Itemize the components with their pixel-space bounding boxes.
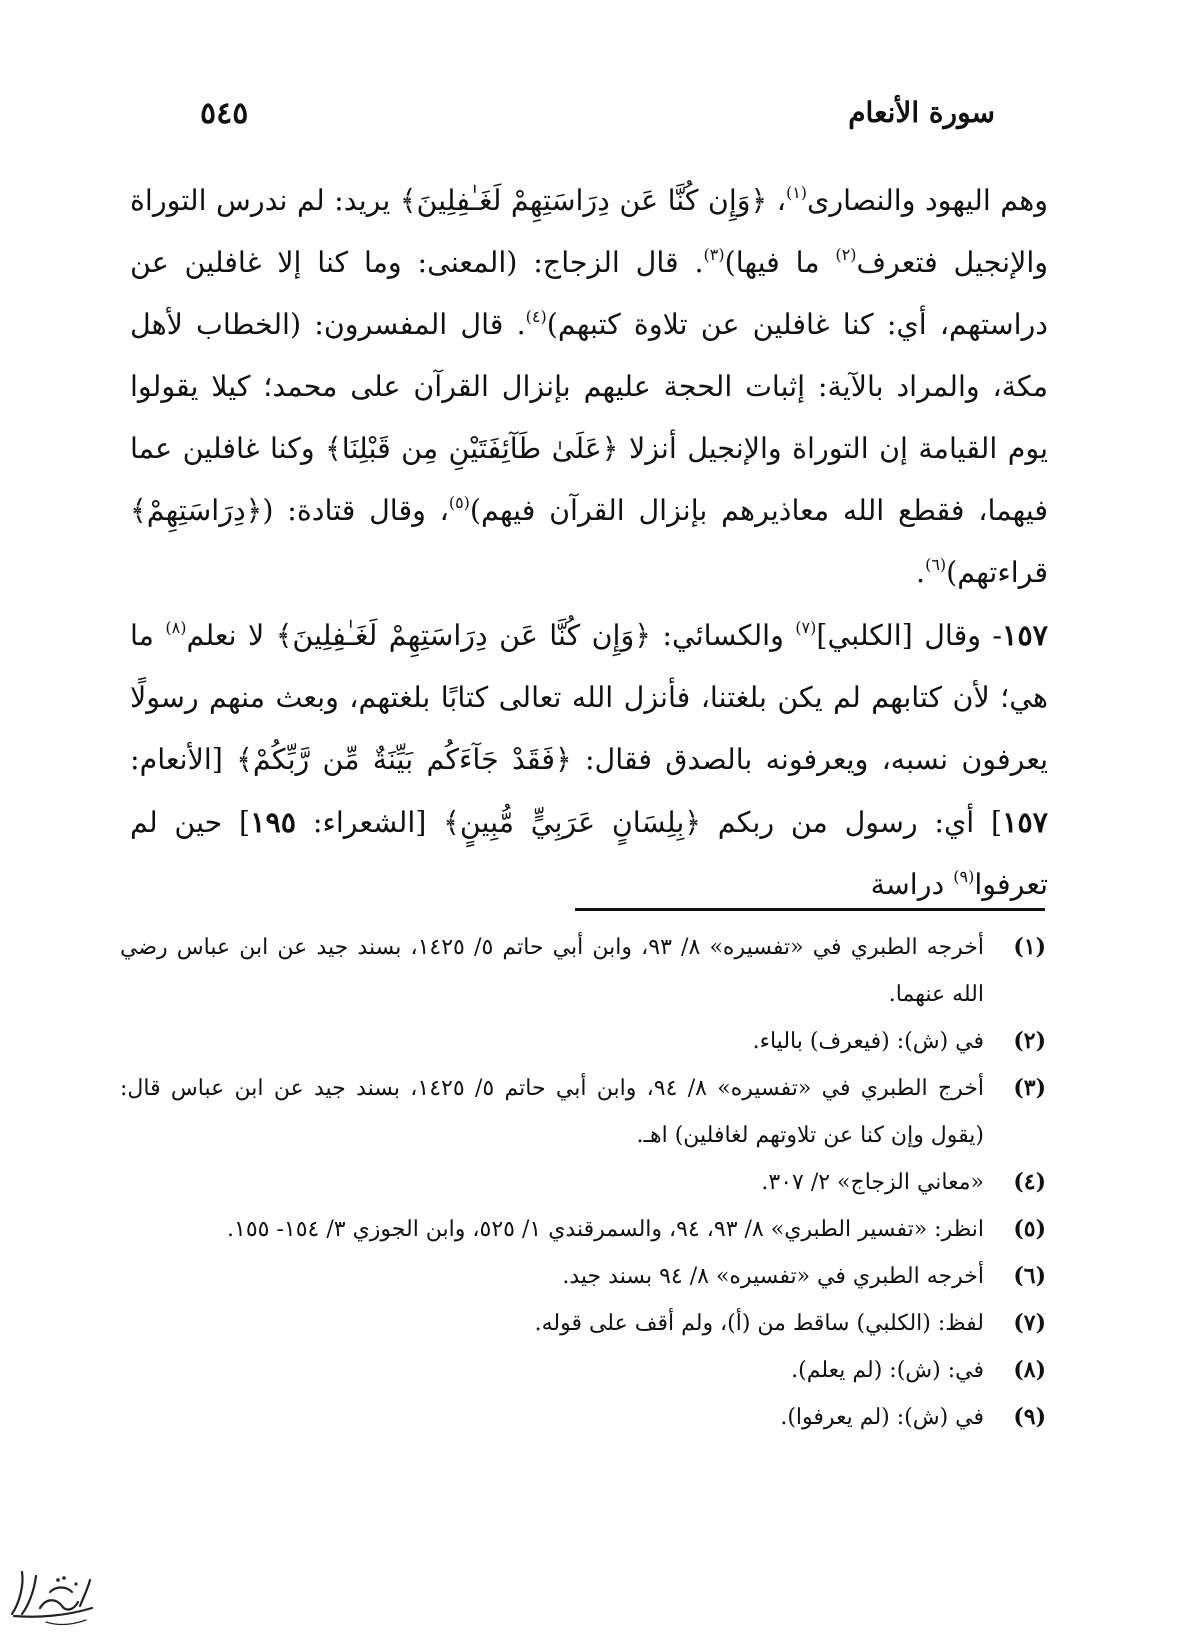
footnote-number: (٣) [1013,1075,1046,1101]
footnote-text: «معاني الزجاج» ٢/ ٣٠٧. [761,1170,984,1195]
footnote-text: لفظ: (الكلبي) ساقط من (أ)، ولم أقف على قوله. [534,1311,984,1336]
footnote-ref: (٦) [925,555,947,574]
footnote-ref: (٤) [525,307,547,326]
footnote-item [120,1159,1046,1206]
surah-title: سورة الأنعام [848,96,995,129]
footnote-text: في (ش): (لم يعرفوا). [780,1405,984,1430]
footnote-number: (١) [1013,934,1046,960]
footnote-item [120,1065,1046,1159]
footnote-item [120,1300,1046,1347]
footnote-ref: (٣) [703,245,725,264]
footnote-number: (٨) [1013,1357,1046,1383]
text-run: . قال الزجاج: (المعنى: وما كنا إلا غافلين عن دراستهم، أي: كنا غافلين عن تلاوة كتبهم) [130,246,1048,341]
footnotes [120,924,1046,1441]
footnote-number: (٤) [1013,1169,1046,1195]
footnote-item [120,1206,1046,1253]
footnote-divider [575,908,1045,911]
text-run: وهم اليهود والنصارى [807,184,1048,217]
footnote-number: (٦) [1013,1263,1046,1289]
footnote-number: (٥) [1013,1216,1046,1242]
footnote-ref: (١) [785,183,808,202]
footnote-item [120,1018,1046,1065]
footnote-text: في (ش): (فيعرف) بالياء. [752,1029,984,1054]
footnote-text: انظر: «تفسير الطبري» ٨/ ٩٣، ٩٤، والسمرقندي ١/ ٥٢٥، وابن الجوزي ٣/ ١٥٤- ١٥٥. [227,1217,984,1242]
text-run: . [916,556,926,589]
text-run: ] أي: رسول من ربكم ﴿بِلِسَانٍ عَرَبِيٍّ مُّبِينٍ﴾ [الشعراء: [296,806,1003,839]
footnote-item [120,924,1046,1018]
footnote-ref: (٧) [795,618,817,637]
verse-reference: ١٩٥ [250,805,297,839]
footnote-item [120,1347,1046,1394]
paragraph-2 [130,604,1048,916]
footnote-ref: (٢) [835,245,857,264]
footnote-ref: (٨) [165,618,187,637]
text-run: ، وقال قتادة: (﴿دِرَاسَتِهِمْ﴾ قراءتهم) [130,494,1048,589]
text-run: ، ﴿وَإِن كُنَّا عَن دِرَاسَتِهِمْ لَغَـٰفِلِينَ﴾ يريد: لم ندرس التوراة والإنجيل فتعرف [130,184,1049,279]
footnote-number: (٩) [1013,1404,1046,1430]
text-run: - وقال [الكلبي] [816,619,1003,652]
calligraphy-seal-logo [6,1562,98,1630]
footnote-text: أخرجه الطبري في «تفسيره» ٨/ ٩٣، وابن أبي حاتم ٥/ ١٤٢٥، بسند جيد عن ابن عباس رضي الله عنهما. [120,935,984,1007]
footnote-number: (٧) [1013,1310,1046,1336]
paragraph-1 [130,170,1048,604]
footnote-text: أخرج الطبري في «تفسيره» ٨/ ٩٤، وابن أبي حاتم ٥/ ١٤٢٥، بسند جيد عن ابن عباس قال: (يقول وإن كنا عن تلاوتهم لغافلين) اهـ. [120,1076,985,1148]
text-run: ] حين لم تعرفوا [130,806,1048,901]
footnote-number: (٢) [1013,1028,1046,1054]
footnote-text: أخرجه الطبري في «تفسيره» ٨/ ٩٤ بسند جيد. [562,1264,984,1289]
text-run: ما فيها) [724,246,836,279]
page-header [190,96,995,146]
verse-reference: ١٥٧ [1002,805,1048,839]
page-number: ٥٤٥ [200,96,249,131]
text-run: والكسائي: ﴿وَإِن كُنَّا عَن دِرَاسَتِهِمْ لَغَـٰفِلِينَ﴾ لا نعلم [186,619,796,652]
footnote-item [120,1253,1046,1300]
footnote-item [120,1394,1046,1441]
text-run: . قال المفسرون: (الخطاب لأهل مكة، والمراد بالآية: إثبات الحجة عليهم بإنزال القرآن على محمد؛ كيلا يقولوا يوم القيامة إن التوراة والإنجيل أنزلا ﴿عَلَىٰ طَآئِفَتَيْنِ مِن قَبْلِنَا﴾ وكنا غافلين عما فيهما، فقطع الله معاذيرهم بإنزال القرآن فيهم) [130,308,1048,527]
main-text [130,170,1048,916]
text-run: دراسة [870,868,954,901]
footnote-text: في: (ش): (لم يعلم). [791,1358,984,1383]
text-run: ما هي؛ لأن كتابهم لم يكن بلغتنا، فأنزل الله تعالى كتابًا بلغتهم، وبعث منهم رسولًا يعرفون نسبه، ويعرفونه بالصدق فقال: ﴿فَقَدْ جَآءَكُم بَيِّنَةٌ مِّن رَّبِّكُمْ﴾ [الأنعام: [130,619,1048,776]
footnote-ref: (٥) [448,493,470,512]
footnote-ref: (٩) [953,867,975,886]
verse-number: ١٥٧ [1002,618,1048,652]
